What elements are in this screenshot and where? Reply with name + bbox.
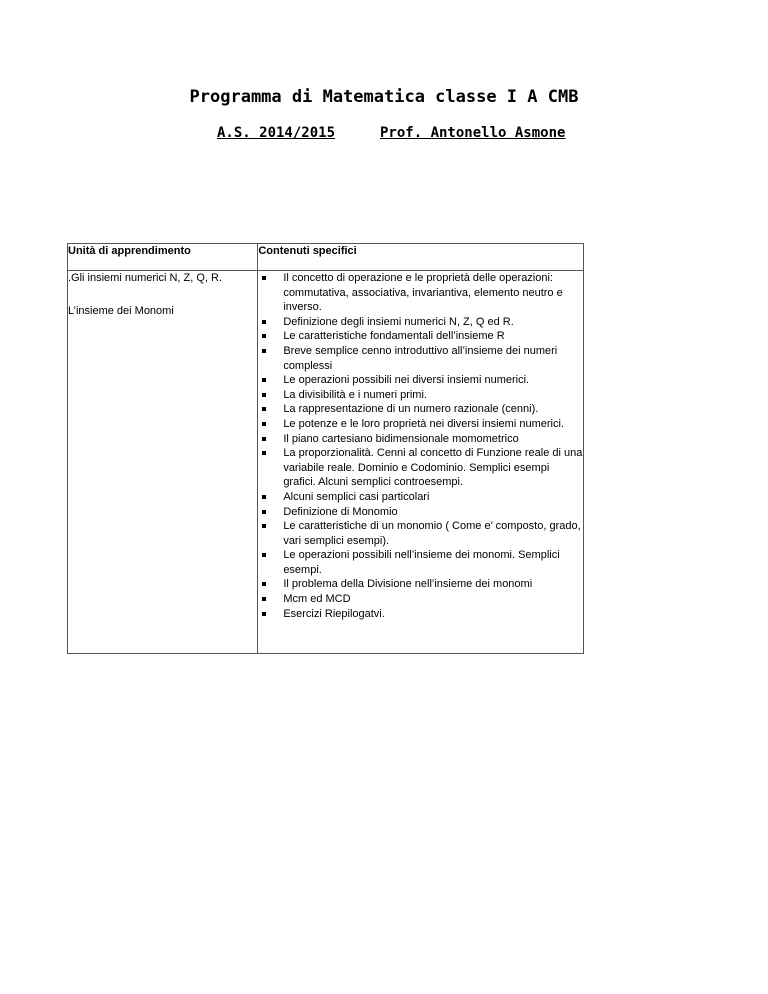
- list-item: La divisibilità e i numeri primi.: [258, 388, 583, 403]
- list-item: Mcm ed MCD: [258, 592, 583, 607]
- contents-cell: [258, 271, 584, 654]
- school-year: A.S. 2014/2015: [217, 125, 336, 141]
- list-item: Il piano cartesiano bidimensionale momometrico: [258, 432, 583, 447]
- list-item: Le potenze e le loro proprietà nei diversi insiemi numerici.: [258, 417, 583, 432]
- list-item: Le caratteristiche fondamentali dell’insieme R: [258, 329, 583, 344]
- list-item: Il problema della Divisione nell’insieme dei monomi: [258, 577, 583, 592]
- unit-item: L’insieme dei Monomi: [68, 304, 174, 317]
- contents-list: [258, 271, 583, 621]
- document-title: Programma di Matematica classe I A CMB: [189, 87, 579, 107]
- unit-item: .Gli insiemi numerici N, Z, Q, R.: [68, 272, 223, 284]
- list-item: Esercizi Riepilogatvi.: [258, 607, 583, 622]
- list-item: Le operazioni possibili nei diversi insiemi numerici.: [258, 373, 583, 388]
- list-item: Le operazioni possibili nell’insieme dei monomi. Semplici esempi.: [258, 548, 583, 577]
- list-item: Definizione degli insiemi numerici N, Z, Q ed R.: [258, 315, 583, 330]
- list-item: La rappresentazione di un numero razionale (cenni).: [258, 402, 583, 417]
- list-item: Il concetto di operazione e le proprietà delle operazioni: commutativa, associativa, invariantiva, elemento neutro e inverso.: [258, 271, 583, 315]
- units-cell: [68, 271, 258, 654]
- list-item: La proporzionalità. Cenni al concetto di Funzione reale di una variabile reale. Dominio e Codominio. Semplici esempi grafici. Alcuni semplici controesempi.: [258, 446, 583, 490]
- list-item: Le caratteristiche di un monomio ( Come e’ composto, grado, vari semplici esempi).: [258, 519, 583, 548]
- units-header: Unità di apprendimento: [68, 244, 258, 271]
- professor-name: Prof. Antonello Asmone: [380, 125, 566, 141]
- subtitle-row: [0, 125, 768, 147]
- list-item: Breve semplice cenno introduttivo all’insieme dei numeri complessi: [258, 344, 583, 373]
- list-item: Alcuni semplici casi particolari: [258, 490, 583, 505]
- list-item: Definizione di Monomio: [258, 505, 583, 520]
- contents-header: Contenuti specifici: [258, 244, 584, 271]
- program-table: [67, 243, 584, 654]
